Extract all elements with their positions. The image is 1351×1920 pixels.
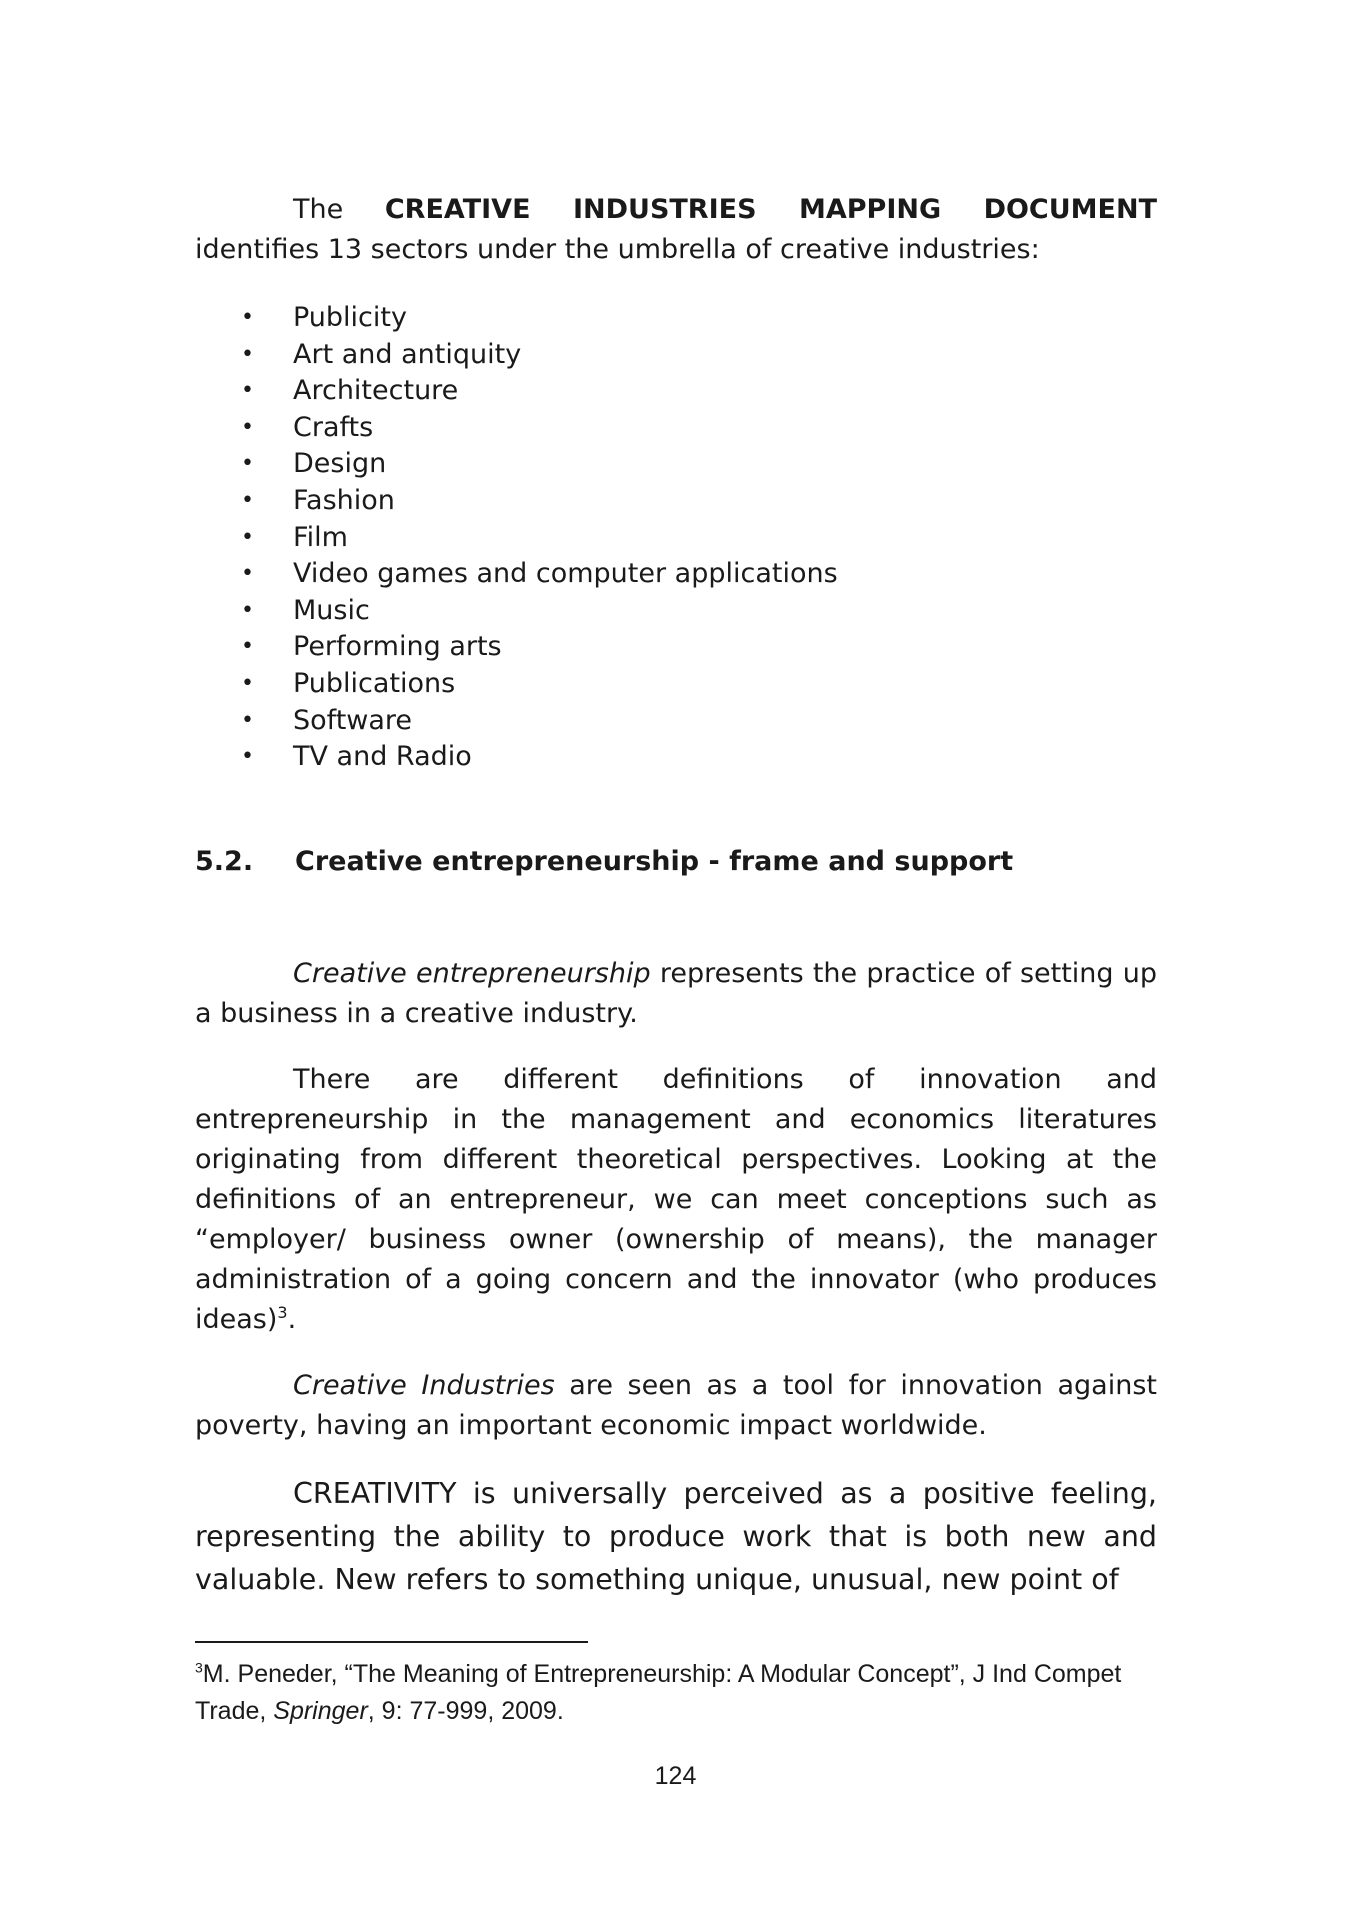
paragraph-definitions xyxy=(195,1060,1157,1340)
footnote-marker: 3 xyxy=(195,1659,203,1676)
bullet-icon: • xyxy=(241,524,254,550)
bullet-icon: • xyxy=(241,341,254,367)
list-item xyxy=(195,556,1157,593)
bullet-icon: • xyxy=(241,744,254,770)
sector-label: Film xyxy=(293,521,348,553)
page-number: 124 xyxy=(654,1762,697,1790)
bullet-icon: • xyxy=(241,378,254,404)
footnote-text-after: , 9: 77-999, 2009. xyxy=(367,1697,564,1725)
sector-label: Art and antiquity xyxy=(293,338,522,370)
list-item xyxy=(195,483,1157,520)
sector-label: TV and Radio xyxy=(293,741,472,773)
paragraph-creative-industries xyxy=(195,1366,1157,1446)
section-heading xyxy=(195,842,1157,882)
list-item xyxy=(195,446,1157,483)
sector-label: Music xyxy=(293,594,370,626)
sector-label: Crafts xyxy=(293,411,374,443)
sector-label: Publicity xyxy=(293,302,407,333)
list-item xyxy=(195,666,1157,703)
footnote-emphasis: Springer xyxy=(273,1697,368,1725)
bullet-icon: • xyxy=(241,487,254,513)
bullet-icon: • xyxy=(241,707,254,733)
list-item xyxy=(195,739,1157,776)
p1-text: represents the practice of setting up a business in a creative industry. xyxy=(195,957,1157,1029)
page-body xyxy=(195,190,1157,1601)
p3-text: are seen as a tool for innovation against poverty, having an important economic impact worldwide. xyxy=(195,1369,1157,1441)
sector-label: Architecture xyxy=(293,375,459,407)
p2-end: . xyxy=(287,1303,297,1335)
bullet-icon: • xyxy=(241,451,254,477)
list-item xyxy=(195,593,1157,630)
footnote-divider xyxy=(195,1641,588,1643)
sector-label: Performing arts xyxy=(293,631,502,663)
list-item xyxy=(195,410,1157,447)
bullet-icon: • xyxy=(241,561,254,587)
footnote-text-before: M. Peneder, “The Meaning of Entrepreneurship: A Modular Concept”, J Ind Compet Trade, xyxy=(195,1660,1122,1725)
bullet-icon: • xyxy=(241,305,254,330)
sector-label: Video games and computer applications xyxy=(293,558,838,590)
paragraph-creativity xyxy=(195,1472,1157,1601)
list-item xyxy=(195,520,1157,557)
list-item xyxy=(195,337,1157,374)
intro-suffix: identifies 13 sectors under the umbrella of creative industries: xyxy=(195,234,1040,265)
sector-label: Fashion xyxy=(293,484,395,516)
list-item xyxy=(195,703,1157,740)
bullet-icon: • xyxy=(241,414,254,440)
paragraph-creative-entrepreneurship xyxy=(195,954,1157,1034)
footnote xyxy=(195,1656,1157,1730)
intro-bold-title: CREATIVE INDUSTRIES MAPPING DOCUMENT xyxy=(384,194,1157,225)
list-item xyxy=(195,300,1157,337)
sector-label: Design xyxy=(293,448,387,480)
footnote-reference[interactable]: 3 xyxy=(277,1302,288,1322)
sector-list xyxy=(195,300,1157,776)
list-item xyxy=(195,373,1157,410)
bullet-icon: • xyxy=(241,634,254,660)
bullet-icon: • xyxy=(241,670,254,696)
p3-emphasis: Creative Industries xyxy=(293,1369,555,1401)
section-title: Creative entrepreneurship - frame and support xyxy=(295,845,1014,877)
list-item xyxy=(195,629,1157,666)
intro-paragraph xyxy=(195,190,1157,270)
section-number: 5.2. xyxy=(195,845,254,877)
sector-label: Publications xyxy=(293,667,456,699)
p1-emphasis: Creative entrepreneurship xyxy=(293,957,651,989)
sector-label: Software xyxy=(293,704,413,736)
p4-text: CREATIVITY is universally perceived as a positive feeling, representing the ability to produce work that is both new and valuable. New refers to something unique, unusual, new point of xyxy=(195,1476,1157,1596)
bullet-icon: • xyxy=(241,597,254,623)
p2-text: There are different definitions of innovation and entrepreneurship in the management and economics literatures originating from different theoretical perspectives. Looking at the definitions of an entrepreneur, we can meet conceptions such as “employer/ business owner (ownership of means), the manager administration of a going concern and the innovator (who produces ideas) xyxy=(195,1063,1157,1335)
intro-prefix: The xyxy=(293,194,385,225)
